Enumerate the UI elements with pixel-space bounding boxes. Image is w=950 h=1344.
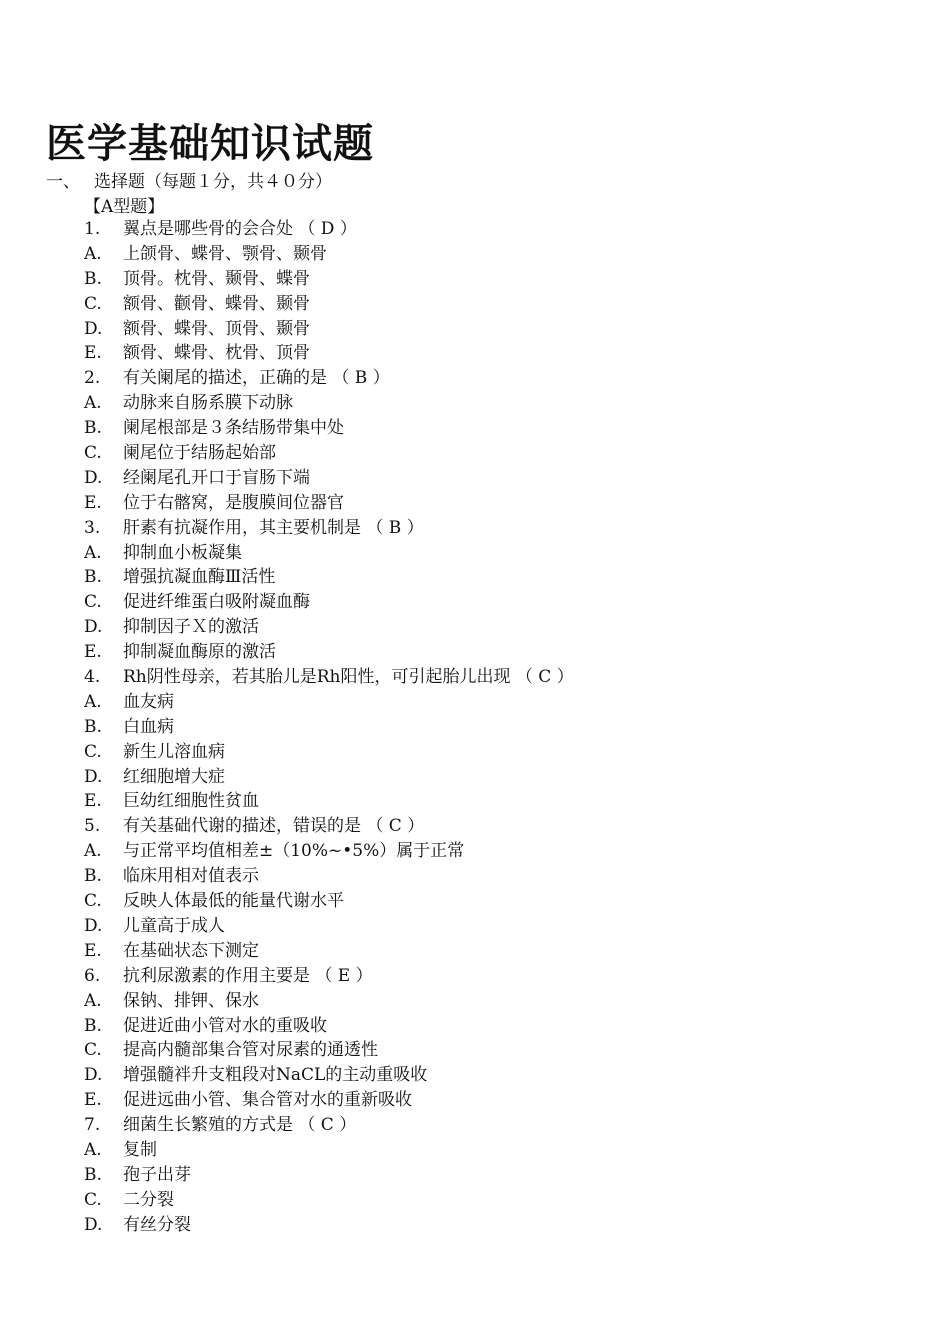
option-item [84, 292, 574, 317]
item-marker: D. [84, 915, 103, 936]
option-item [84, 765, 574, 790]
item-marker: E. [84, 1090, 102, 1111]
subsection-heading: 【A型题】 [84, 197, 165, 217]
option-item [84, 1014, 574, 1039]
item-text: 促进远曲小管、集合管对水的重新吸收 [123, 1090, 412, 1111]
option-item [84, 640, 574, 665]
item-marker: C. [84, 443, 102, 464]
item-marker: C. [84, 592, 102, 613]
item-text: 额骨、蝶骨、枕骨、顶骨 [123, 343, 310, 364]
item-marker: B. [84, 866, 102, 887]
item-marker: A. [84, 542, 102, 563]
item-marker: C. [84, 741, 102, 762]
option-item [84, 317, 574, 342]
item-text: 血友病 [123, 691, 174, 712]
item-marker: A. [84, 393, 102, 414]
option-item [84, 939, 574, 964]
option-item [84, 889, 574, 914]
item-text: 临床用相对值表示 [123, 866, 259, 887]
item-marker: D. [84, 1065, 103, 1086]
option-item [84, 839, 574, 864]
item-text: 经阑尾孔开口于盲肠下端 [123, 467, 310, 488]
option-item [84, 1163, 574, 1188]
item-text: 有关基础代谢的描述，错误的是 （ C ） [123, 816, 425, 837]
section-text: 选择题（每题１分，共４０分） [94, 172, 332, 192]
question-item [84, 814, 574, 839]
option-item [84, 541, 574, 566]
option-item [84, 1063, 574, 1088]
option-item [84, 989, 574, 1014]
option-item [84, 267, 574, 292]
page-title: 医学基础知识试题 [46, 121, 374, 167]
section-number: 一、 [46, 172, 80, 192]
option-item [84, 565, 574, 590]
option-item [84, 391, 574, 416]
item-text: 有关阑尾的描述，正确的是 （ B ） [123, 368, 390, 389]
option-item [84, 715, 574, 740]
item-marker: C. [84, 293, 102, 314]
section-heading [46, 170, 332, 194]
item-text: 增强抗凝血酶Ⅲ活性 [123, 567, 276, 588]
item-marker: 2. [84, 368, 101, 389]
item-marker: E. [84, 642, 102, 663]
item-text: 位于右髂窝，是腹膜间位器官 [123, 492, 344, 513]
item-marker: D. [84, 318, 103, 339]
option-item [84, 1088, 574, 1113]
item-text: 肝素有抗凝作用，其主要机制是 （ B ） [123, 517, 424, 538]
item-text: 反映人体最低的能量代谢水平 [123, 891, 344, 912]
option-item [84, 740, 574, 765]
item-text: 抑制凝血酶原的激活 [123, 642, 276, 663]
item-marker: 1. [84, 219, 101, 239]
item-text: 复制 [123, 1139, 157, 1160]
option-item [84, 341, 574, 366]
item-text: 二分裂 [123, 1189, 174, 1210]
item-text: 上颌骨、蝶骨、颚骨、颞骨 [123, 243, 327, 264]
question-item [84, 1113, 574, 1138]
item-marker: A. [84, 691, 102, 712]
item-text: 保钠、排钾、保水 [123, 990, 259, 1011]
item-marker: A. [84, 243, 102, 264]
item-marker: B. [84, 268, 102, 289]
item-marker: B. [84, 567, 102, 588]
option-item [84, 914, 574, 939]
option-item [84, 491, 574, 516]
item-text: 儿童高于成人 [123, 915, 225, 936]
item-marker: D. [84, 1214, 103, 1235]
item-marker: A. [84, 1139, 102, 1160]
item-text: 孢子出芽 [123, 1164, 191, 1185]
item-text: 顶骨。枕骨、颞骨、蝶骨 [123, 268, 310, 289]
item-text: 促进近曲小管对水的重吸收 [123, 1015, 327, 1036]
item-text: 促进纤维蛋白吸附凝血酶 [123, 592, 310, 613]
item-text: 抑制因子Ｘ的激活 [123, 617, 259, 638]
question-list [84, 217, 574, 1238]
item-text: 额骨、颧骨、蝶骨、颞骨 [123, 293, 310, 314]
item-text: 与正常平均值相差±（10%~•5%）属于正常 [123, 841, 465, 862]
option-item [84, 1188, 574, 1213]
item-marker: B. [84, 716, 102, 737]
item-text: 提高内髓部集合管对尿素的通透性 [123, 1040, 378, 1061]
item-text: 巨幼红细胞性贫血 [123, 791, 259, 812]
item-marker: B. [84, 1164, 102, 1185]
item-text: 有丝分裂 [123, 1214, 191, 1235]
item-marker: A. [84, 841, 102, 862]
question-item [84, 964, 574, 989]
item-text: 白血病 [123, 716, 174, 737]
item-marker: D. [84, 766, 103, 787]
item-marker: E. [84, 343, 102, 364]
item-marker: B. [84, 418, 102, 439]
option-item [84, 1138, 574, 1163]
item-marker: E. [84, 492, 102, 513]
item-marker: E. [84, 791, 102, 812]
item-marker: 7. [84, 1115, 101, 1136]
question-item [84, 516, 574, 541]
item-text: 阑尾位于结肠起始部 [123, 443, 276, 464]
option-item [84, 1038, 574, 1063]
option-item [84, 242, 574, 267]
question-item [84, 366, 574, 391]
item-marker: 3. [84, 517, 101, 538]
item-text: 动脉来自肠系膜下动脉 [123, 393, 293, 414]
item-text: 红细胞增大症 [123, 766, 225, 787]
option-item [84, 690, 574, 715]
item-text: 阑尾根部是３条结肠带集中处 [123, 418, 344, 439]
item-marker: E. [84, 940, 102, 961]
item-text: 细菌生长繁殖的方式是 （ C ） [123, 1115, 357, 1136]
option-item [84, 590, 574, 615]
option-item [84, 615, 574, 640]
option-item [84, 441, 574, 466]
item-marker: 5. [84, 816, 101, 837]
item-marker: C. [84, 1189, 102, 1210]
item-text: 在基础状态下测定 [123, 940, 259, 961]
item-marker: A. [84, 990, 102, 1011]
option-item [84, 864, 574, 889]
item-marker: B. [84, 1015, 102, 1036]
item-marker: 6. [84, 965, 101, 986]
option-item [84, 416, 574, 441]
item-text: 翼点是哪些骨的会合处 （ D ） [123, 219, 357, 239]
item-text: 抑制血小板凝集 [123, 542, 242, 563]
item-text: Rh阴性母亲，若其胎儿是Rh阳性，可引起胎儿出现 （ C ） [123, 667, 574, 688]
option-item [84, 789, 574, 814]
item-marker: 4. [84, 667, 101, 688]
item-text: 额骨、蝶骨、顶骨、颞骨 [123, 318, 310, 339]
item-text: 增强髓袢升支粗段对NaCL的主动重吸收 [123, 1065, 428, 1086]
item-text: 新生儿溶血病 [123, 741, 225, 762]
option-item [84, 466, 574, 491]
item-marker: C. [84, 891, 102, 912]
item-text: 抗利尿激素的作用主要是 （ E ） [123, 965, 373, 986]
question-item [84, 665, 574, 690]
item-marker: D. [84, 467, 103, 488]
question-item [84, 217, 574, 242]
item-marker: C. [84, 1040, 102, 1061]
item-marker: D. [84, 617, 103, 638]
option-item [84, 1213, 574, 1238]
